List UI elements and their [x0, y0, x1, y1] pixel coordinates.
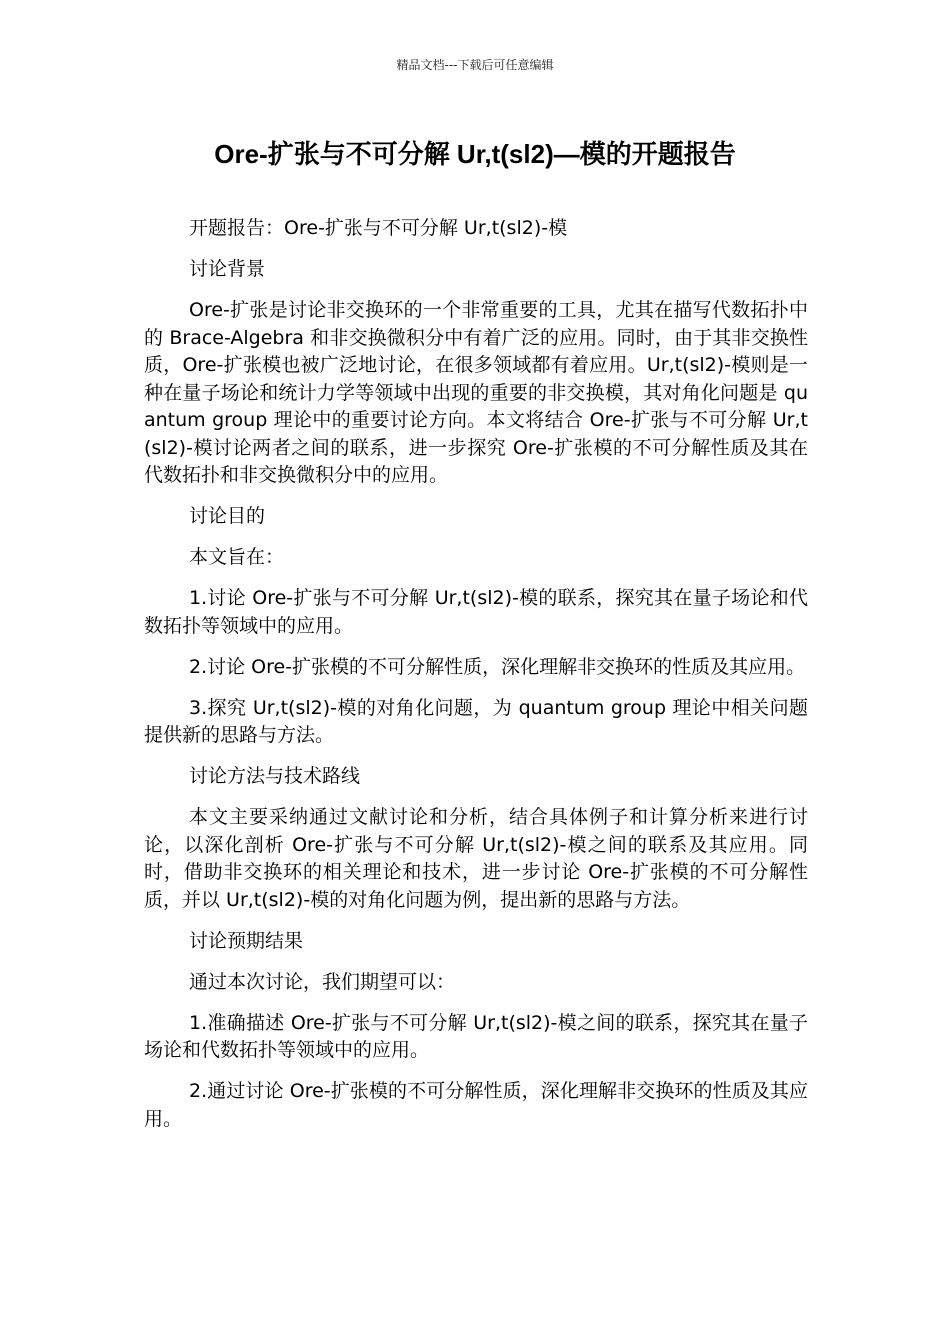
expected-result-item-1: 1.准确描述 Ore-扩张与不可分解 Ur,t(sl2)-模之间的联系，探究其在量子场论和代数拓扑等领域中的应用。	[144, 1011, 808, 1061]
page-header-note: 精品文档---下载后可任意编辑	[396, 58, 554, 72]
purpose-intro: 本文旨在：	[189, 546, 285, 568]
section-heading-background: 讨论背景	[189, 258, 266, 280]
purpose-item-1: 1.讨论 Ore-扩张与不可分解 Ur,t(sl2)-模的联系，探究其在量子场论和代数拓扑等领域中的应用。	[144, 587, 808, 637]
document-body	[144, 215, 808, 1147]
expected-result-item-2: 2.通过讨论 Ore-扩张模的不可分解性质，深化理解非交换环的性质及其应用。	[144, 1080, 808, 1130]
section-heading-methods: 讨论方法与技术路线	[189, 765, 361, 787]
purpose-item-3: 3.探究 Ur,t(sl2)-模的对角化问题，为 quantum group 理论中相关问题提供新的思路与方法。	[144, 696, 808, 746]
methods-paragraph: 本文主要采纳通过文献讨论和分析，结合具体例子和计算分析来进行讨论，以深化剖析 Ore-扩张与不可分解 Ur,t(sl2)-模之间的联系及其应用。同时，借助非交换环的相关理论和技术，进一步讨论 Ore-扩张模的不可分解性质，并以 Ur,t(sl2)-模的对角化问题为例，提出新的思路与方法。	[144, 806, 808, 911]
section-heading-purpose: 讨论目的	[189, 505, 266, 527]
background-paragraph: Ore-扩张是讨论非交换环的一个非常重要的工具，尤其在描写代数拓扑中的 Brace-Algebra 和非交换微积分中有着广泛的应用。同时，由于其非交换性质，Ore-扩张模也被广泛地讨论，在很多领域都有着应用。Ur,t(sl2)-模则是一种在量子场论和统计力学等领域中出现的重要的非交换模，其对角化问题是 quantum group 理论中的重要讨论方向。本文将结合 Ore-扩张与不可分解 Ur,t(sl2)-模讨论两者之间的联系，进一步探究 Ore-扩张模的不可分解性质及其在代数拓扑和非交换微积分中的应用。	[144, 299, 808, 486]
report-subtitle: 开题报告：Ore-扩张与不可分解 Ur,t(sl2)-模	[189, 217, 568, 239]
expected-results-intro: 通过本次讨论，我们期望可以：	[189, 970, 456, 993]
document-title: Ore-扩张与不可分解 Ur,t(sl2)—模的开题报告	[214, 139, 736, 169]
section-heading-expected-results: 讨论预期结果	[189, 929, 304, 952]
purpose-item-2: 2.讨论 Ore-扩张模的不可分解性质，深化理解非交换环的性质及其应用。	[189, 655, 806, 678]
